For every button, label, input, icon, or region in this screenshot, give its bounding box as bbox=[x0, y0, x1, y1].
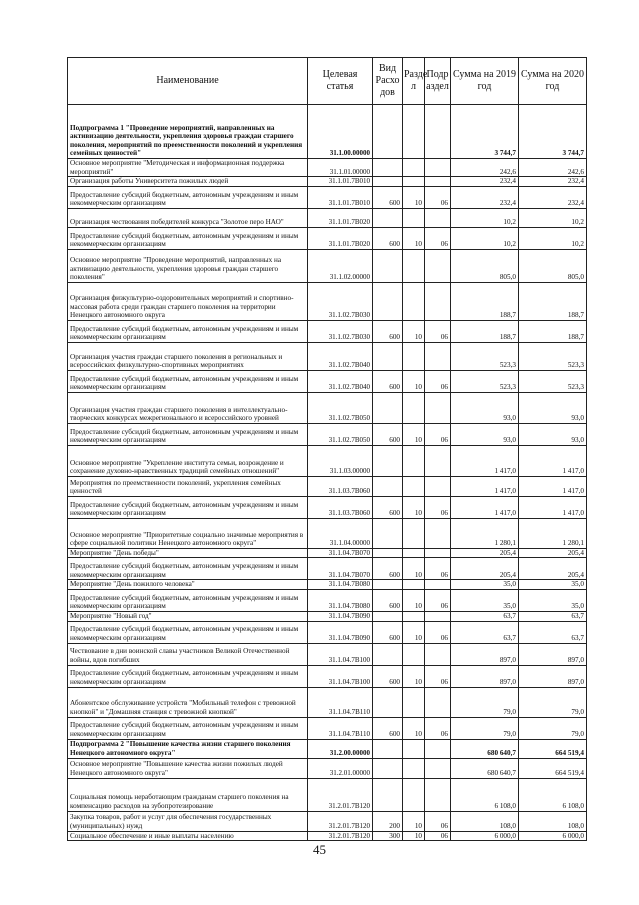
cell-sum-2020: 523,3 bbox=[519, 370, 587, 392]
cell-subsection: 06 bbox=[425, 370, 451, 392]
cell-sum-2020: 1 417,0 bbox=[519, 476, 587, 496]
cell-section: 10 bbox=[403, 423, 425, 445]
cell-expense-type: 600 bbox=[373, 227, 403, 249]
cell-sum-2020: 35,0 bbox=[519, 580, 587, 590]
cell-target-article: 31.1.04.7В110 bbox=[308, 687, 373, 717]
cell-target-article: 31.1.04.7В090 bbox=[308, 621, 373, 643]
cell-expense-type bbox=[373, 518, 403, 548]
table-row bbox=[68, 227, 587, 249]
cell-target-article: 31.1.00.00000 bbox=[308, 105, 373, 159]
cell-sum-2020: 897,0 bbox=[519, 643, 587, 665]
cell-name: Социальная помощь неработающим гражданам старшего поколения на компенсацию расходов на зубопротезирование bbox=[68, 778, 308, 811]
cell-name: Предоставление субсидий бюджетным, автономным учреждениям и иным некоммерческим организациям bbox=[68, 186, 308, 208]
cell-sum-2019: 3 744,7 bbox=[451, 105, 519, 159]
cell-target-article: 31.1.01.7В020 bbox=[308, 227, 373, 249]
cell-subsection bbox=[425, 476, 451, 496]
page-number: 45 bbox=[313, 842, 326, 857]
cell-target-article: 31.1.01.00000 bbox=[308, 159, 373, 177]
cell-target-article: 31.1.01.7В010 bbox=[308, 177, 373, 187]
cell-subsection bbox=[425, 580, 451, 590]
cell-sum-2020: 6 000,0 bbox=[519, 831, 587, 841]
cell-sum-2020: 188,7 bbox=[519, 320, 587, 342]
cell-name: Мероприятие "День пожилого человека" bbox=[68, 580, 308, 590]
table-row bbox=[68, 518, 587, 548]
cell-sum-2020: 242,6 bbox=[519, 159, 587, 177]
cell-sum-2020: 205,4 bbox=[519, 548, 587, 558]
cell-expense-type bbox=[373, 208, 403, 227]
cell-sum-2019: 1 280,1 bbox=[451, 518, 519, 548]
cell-subsection bbox=[425, 105, 451, 159]
cell-name: Основное мероприятие "Приоритетные социально значимые мероприятия в сфере социальной политики Ненецкого автономного округа" bbox=[68, 518, 308, 548]
table-row bbox=[68, 370, 587, 392]
cell-expense-type: 300 bbox=[373, 831, 403, 841]
table-row bbox=[68, 249, 587, 282]
header-sum-2019: Сумма на 2019 год bbox=[451, 58, 519, 105]
cell-section bbox=[403, 177, 425, 187]
cell-name: Социальное обеспечение и иные выплаты населению bbox=[68, 831, 308, 841]
cell-name: Мероприятие "Новый год" bbox=[68, 611, 308, 621]
cell-name: Закупка товаров, работ и услуг для обеспечения государственных (муниципальных) нужд bbox=[68, 811, 308, 831]
table-row bbox=[68, 589, 587, 611]
cell-sum-2019: 63,7 bbox=[451, 611, 519, 621]
table-row bbox=[68, 739, 587, 758]
cell-target-article: 31.1.04.7В080 bbox=[308, 580, 373, 590]
cell-target-article: 31.1.04.00000 bbox=[308, 518, 373, 548]
cell-section: 10 bbox=[403, 320, 425, 342]
cell-expense-type: 600 bbox=[373, 423, 403, 445]
cell-sum-2020: 79,0 bbox=[519, 687, 587, 717]
cell-section bbox=[403, 105, 425, 159]
cell-sum-2020: 232,4 bbox=[519, 177, 587, 187]
cell-subsection: 06 bbox=[425, 558, 451, 580]
cell-expense-type bbox=[373, 687, 403, 717]
cell-sum-2020: 35,0 bbox=[519, 589, 587, 611]
cell-sum-2019: 108,0 bbox=[451, 811, 519, 831]
cell-sum-2019: 1 417,0 bbox=[451, 496, 519, 518]
cell-section bbox=[403, 778, 425, 811]
cell-sum-2019: 205,4 bbox=[451, 548, 519, 558]
cell-sum-2019: 242,6 bbox=[451, 159, 519, 177]
cell-name: Предоставление субсидий бюджетным, автономным учреждениям и иным некоммерческим организациям bbox=[68, 496, 308, 518]
cell-name: Подпрограмма 1 "Проведение мероприятий, направленных на активизацию деятельности, укрепления здоровья граждан старшего поколения, мероприятий по преемственности поколений и укрепления семейных ценностей" bbox=[68, 105, 308, 159]
table-row bbox=[68, 580, 587, 590]
cell-name: Предоставление субсидий бюджетным, автономным учреждениям и иным некоммерческим организациям bbox=[68, 227, 308, 249]
cell-sum-2019: 680 640,7 bbox=[451, 739, 519, 758]
cell-sum-2020: 6 108,0 bbox=[519, 778, 587, 811]
cell-subsection: 06 bbox=[425, 423, 451, 445]
cell-target-article: 31.2.01.7В120 bbox=[308, 811, 373, 831]
cell-subsection: 06 bbox=[425, 717, 451, 739]
cell-sum-2019: 232,4 bbox=[451, 186, 519, 208]
cell-sum-2020: 805,0 bbox=[519, 249, 587, 282]
cell-subsection bbox=[425, 643, 451, 665]
cell-section: 10 bbox=[403, 665, 425, 687]
table-row bbox=[68, 548, 587, 558]
header-section: Разде л bbox=[403, 58, 425, 105]
cell-section bbox=[403, 580, 425, 590]
cell-expense-type bbox=[373, 758, 403, 778]
cell-subsection: 06 bbox=[425, 589, 451, 611]
cell-name: Предоставление субсидий бюджетным, автономным учреждениям и иным некоммерческим организациям bbox=[68, 320, 308, 342]
cell-sum-2020: 1 280,1 bbox=[519, 518, 587, 548]
cell-expense-type bbox=[373, 611, 403, 621]
cell-name: Организация участия граждан старшего поколения в региональных и всероссийских физкультурно-спортивных мероприятиях bbox=[68, 342, 308, 370]
cell-section bbox=[403, 392, 425, 423]
header-subsection: Подр аздел bbox=[425, 58, 451, 105]
cell-target-article: 31.1.03.00000 bbox=[308, 445, 373, 476]
cell-section bbox=[403, 249, 425, 282]
cell-section bbox=[403, 208, 425, 227]
cell-section: 10 bbox=[403, 558, 425, 580]
cell-section: 10 bbox=[403, 496, 425, 518]
cell-expense-type: 600 bbox=[373, 717, 403, 739]
cell-name: Предоставление субсидий бюджетным, автономным учреждениям и иным некоммерческим организациям bbox=[68, 717, 308, 739]
cell-subsection: 06 bbox=[425, 811, 451, 831]
cell-name: Организация работы Университета пожилых людей bbox=[68, 177, 308, 187]
cell-expense-type bbox=[373, 342, 403, 370]
cell-subsection: 06 bbox=[425, 621, 451, 643]
table-row bbox=[68, 342, 587, 370]
cell-name: Предоставление субсидий бюджетным, автономным учреждениям и иным некоммерческим организациям bbox=[68, 621, 308, 643]
cell-section: 10 bbox=[403, 186, 425, 208]
cell-section bbox=[403, 476, 425, 496]
cell-subsection bbox=[425, 392, 451, 423]
cell-sum-2020: 10,2 bbox=[519, 227, 587, 249]
cell-name: Основное мероприятие "Проведение мероприятий, направленных на активизацию деятельности, укрепления здоровья граждан старшего поколения" bbox=[68, 249, 308, 282]
cell-section bbox=[403, 758, 425, 778]
cell-subsection bbox=[425, 282, 451, 320]
cell-name: Организация чествования победителей конкурса "Золотое перо НАО" bbox=[68, 208, 308, 227]
table-row bbox=[68, 320, 587, 342]
cell-section bbox=[403, 342, 425, 370]
cell-section bbox=[403, 159, 425, 177]
header-name: Наименование bbox=[68, 58, 308, 105]
table-row bbox=[68, 558, 587, 580]
cell-name: Основное мероприятие "Повышение качества жизни пожилых людей Ненецкого автономного округа" bbox=[68, 758, 308, 778]
table-row bbox=[68, 831, 587, 841]
cell-expense-type: 600 bbox=[373, 320, 403, 342]
cell-expense-type bbox=[373, 643, 403, 665]
cell-sum-2020: 897,0 bbox=[519, 665, 587, 687]
cell-sum-2020: 63,7 bbox=[519, 621, 587, 643]
cell-target-article: 31.1.04.7В110 bbox=[308, 717, 373, 739]
cell-target-article: 31.1.03.7В060 bbox=[308, 496, 373, 518]
cell-target-article: 31.1.02.7В050 bbox=[308, 423, 373, 445]
cell-sum-2020: 93,0 bbox=[519, 392, 587, 423]
cell-sum-2019: 10,2 bbox=[451, 227, 519, 249]
table-row bbox=[68, 811, 587, 831]
cell-section: 10 bbox=[403, 370, 425, 392]
cell-subsection bbox=[425, 518, 451, 548]
table-row bbox=[68, 611, 587, 621]
cell-expense-type bbox=[373, 105, 403, 159]
cell-sum-2019: 1 417,0 bbox=[451, 445, 519, 476]
table-row bbox=[68, 159, 587, 177]
cell-section: 10 bbox=[403, 589, 425, 611]
cell-target-article: 31.2.01.7В120 bbox=[308, 831, 373, 841]
cell-target-article: 31.2.01.00000 bbox=[308, 758, 373, 778]
cell-name: Организация участия граждан старшего поколения в интеллектуально-творческих конкурсах межрегионального и всероссийского уровней bbox=[68, 392, 308, 423]
cell-target-article: 31.1.02.7В040 bbox=[308, 370, 373, 392]
table-header-row bbox=[68, 58, 587, 105]
cell-sum-2020: 664 519,4 bbox=[519, 739, 587, 758]
cell-target-article: 31.1.04.7В100 bbox=[308, 643, 373, 665]
table-body bbox=[68, 105, 587, 841]
cell-subsection: 06 bbox=[425, 227, 451, 249]
cell-sum-2019: 680 640,7 bbox=[451, 758, 519, 778]
table-row bbox=[68, 717, 587, 739]
table-row bbox=[68, 105, 587, 159]
table-row bbox=[68, 186, 587, 208]
cell-section: 10 bbox=[403, 811, 425, 831]
cell-sum-2019: 6 108,0 bbox=[451, 778, 519, 811]
cell-sum-2019: 35,0 bbox=[451, 580, 519, 590]
cell-target-article: 31.1.04.7В080 bbox=[308, 589, 373, 611]
cell-sum-2019: 205,4 bbox=[451, 558, 519, 580]
cell-expense-type bbox=[373, 476, 403, 496]
cell-sum-2020: 63,7 bbox=[519, 611, 587, 621]
table-row bbox=[68, 687, 587, 717]
cell-expense-type bbox=[373, 548, 403, 558]
cell-expense-type bbox=[373, 580, 403, 590]
cell-subsection bbox=[425, 548, 451, 558]
table-row bbox=[68, 758, 587, 778]
table-row bbox=[68, 476, 587, 496]
cell-target-article: 31.2.01.7В120 bbox=[308, 778, 373, 811]
cell-sum-2019: 79,0 bbox=[451, 687, 519, 717]
cell-name: Предоставление субсидий бюджетным, автономным учреждениям и иным некоммерческим организациям bbox=[68, 558, 308, 580]
cell-name: Мероприятия по преемственности поколений, укрепления семейных ценностей bbox=[68, 476, 308, 496]
cell-name: Основное мероприятие "Укрепление института семьи, возрождение и сохранение духовно-нравственных традиций семейных отношений" bbox=[68, 445, 308, 476]
cell-name: Абонентское обслуживание устройств "Мобильный телефон с тревожной кнопкой" и "Домашняя станция с тревожной кнопкой" bbox=[68, 687, 308, 717]
cell-section: 10 bbox=[403, 621, 425, 643]
cell-sum-2019: 232,4 bbox=[451, 177, 519, 187]
cell-name: Предоставление субсидий бюджетным, автономным учреждениям и иным некоммерческим организациям bbox=[68, 423, 308, 445]
cell-target-article: 31.1.04.7В070 bbox=[308, 558, 373, 580]
cell-name: Предоставление субсидий бюджетным, автономным учреждениям и иным некоммерческим организациям bbox=[68, 370, 308, 392]
table-row bbox=[68, 496, 587, 518]
cell-subsection bbox=[425, 159, 451, 177]
cell-subsection bbox=[425, 249, 451, 282]
table-row bbox=[68, 665, 587, 687]
cell-section bbox=[403, 282, 425, 320]
cell-subsection: 06 bbox=[425, 665, 451, 687]
cell-expense-type: 600 bbox=[373, 370, 403, 392]
table-row bbox=[68, 423, 587, 445]
table-row bbox=[68, 621, 587, 643]
cell-target-article: 31.1.04.7В090 bbox=[308, 611, 373, 621]
cell-sum-2019: 188,7 bbox=[451, 320, 519, 342]
cell-name: Основное мероприятие "Методическая и информационная поддержка мероприятий" bbox=[68, 159, 308, 177]
cell-target-article: 31.1.02.00000 bbox=[308, 249, 373, 282]
cell-sum-2020: 108,0 bbox=[519, 811, 587, 831]
cell-expense-type bbox=[373, 159, 403, 177]
cell-target-article: 31.1.02.7В040 bbox=[308, 342, 373, 370]
header-sum-2020: Сумма на 2020 год bbox=[519, 58, 587, 105]
table-row bbox=[68, 778, 587, 811]
table-row bbox=[68, 282, 587, 320]
table-row bbox=[68, 445, 587, 476]
cell-sum-2019: 897,0 bbox=[451, 643, 519, 665]
cell-sum-2020: 1 417,0 bbox=[519, 445, 587, 476]
cell-sum-2019: 523,3 bbox=[451, 370, 519, 392]
cell-sum-2020: 205,4 bbox=[519, 558, 587, 580]
table-row bbox=[68, 392, 587, 423]
cell-sum-2019: 805,0 bbox=[451, 249, 519, 282]
cell-name: Подпрограмма 2 "Повышение качества жизни старшего поколения Ненецкого автономного округа" bbox=[68, 739, 308, 758]
cell-subsection bbox=[425, 445, 451, 476]
table-row bbox=[68, 208, 587, 227]
cell-expense-type: 200 bbox=[373, 811, 403, 831]
budget-table bbox=[67, 57, 587, 841]
cell-sum-2019: 6 000,0 bbox=[451, 831, 519, 841]
cell-sum-2019: 63,7 bbox=[451, 621, 519, 643]
cell-sum-2020: 93,0 bbox=[519, 423, 587, 445]
cell-section bbox=[403, 739, 425, 758]
cell-subsection bbox=[425, 342, 451, 370]
cell-target-article: 31.1.03.7В060 bbox=[308, 476, 373, 496]
cell-section: 10 bbox=[403, 227, 425, 249]
cell-sum-2020: 79,0 bbox=[519, 717, 587, 739]
cell-target-article: 31.1.02.7В030 bbox=[308, 282, 373, 320]
cell-name: Чествование в дни воинской славы участников Великой Отечественной войны, вдов погибших bbox=[68, 643, 308, 665]
cell-section: 10 bbox=[403, 831, 425, 841]
cell-sum-2019: 10,2 bbox=[451, 208, 519, 227]
cell-subsection: 06 bbox=[425, 186, 451, 208]
cell-target-article: 31.1.01.7В020 bbox=[308, 208, 373, 227]
cell-expense-type: 600 bbox=[373, 186, 403, 208]
cell-section bbox=[403, 548, 425, 558]
cell-section bbox=[403, 611, 425, 621]
table-row bbox=[68, 643, 587, 665]
cell-subsection: 06 bbox=[425, 320, 451, 342]
header-target-article: Целевая статья bbox=[308, 58, 373, 105]
cell-section bbox=[403, 643, 425, 665]
cell-sum-2019: 523,3 bbox=[451, 342, 519, 370]
cell-expense-type bbox=[373, 177, 403, 187]
cell-expense-type bbox=[373, 778, 403, 811]
cell-sum-2019: 79,0 bbox=[451, 717, 519, 739]
cell-expense-type: 600 bbox=[373, 621, 403, 643]
cell-subsection bbox=[425, 687, 451, 717]
cell-section: 10 bbox=[403, 717, 425, 739]
cell-sum-2020: 10,2 bbox=[519, 208, 587, 227]
cell-name: Организация физкультурно-оздоровительных мероприятий и спортивно-массовая работа среди граждан старшего поколения на территории Ненецкого автономного округа bbox=[68, 282, 308, 320]
cell-target-article: 31.1.01.7В010 bbox=[308, 186, 373, 208]
cell-sum-2019: 35,0 bbox=[451, 589, 519, 611]
cell-target-article: 31.2.00.00000 bbox=[308, 739, 373, 758]
cell-sum-2019: 1 417,0 bbox=[451, 476, 519, 496]
cell-expense-type bbox=[373, 739, 403, 758]
cell-subsection: 06 bbox=[425, 496, 451, 518]
cell-sum-2019: 93,0 bbox=[451, 423, 519, 445]
cell-sum-2019: 188,7 bbox=[451, 282, 519, 320]
cell-name: Мероприятие "День победы" bbox=[68, 548, 308, 558]
cell-expense-type: 600 bbox=[373, 558, 403, 580]
cell-sum-2020: 523,3 bbox=[519, 342, 587, 370]
cell-expense-type: 600 bbox=[373, 665, 403, 687]
cell-expense-type: 600 bbox=[373, 589, 403, 611]
cell-subsection bbox=[425, 611, 451, 621]
cell-expense-type bbox=[373, 249, 403, 282]
cell-sum-2020: 188,7 bbox=[519, 282, 587, 320]
cell-name: Предоставление субсидий бюджетным, автономным учреждениям и иным некоммерческим организациям bbox=[68, 665, 308, 687]
cell-sum-2020: 232,4 bbox=[519, 186, 587, 208]
cell-sum-2020: 664 519,4 bbox=[519, 758, 587, 778]
cell-section bbox=[403, 445, 425, 476]
cell-subsection: 06 bbox=[425, 831, 451, 841]
table-row bbox=[68, 177, 587, 187]
cell-name: Предоставление субсидий бюджетным, автономным учреждениям и иным некоммерческим организациям bbox=[68, 589, 308, 611]
cell-subsection bbox=[425, 739, 451, 758]
cell-subsection bbox=[425, 208, 451, 227]
cell-subsection bbox=[425, 177, 451, 187]
cell-sum-2020: 1 417,0 bbox=[519, 496, 587, 518]
cell-sum-2020: 3 744,7 bbox=[519, 105, 587, 159]
cell-section bbox=[403, 518, 425, 548]
cell-subsection bbox=[425, 758, 451, 778]
cell-target-article: 31.1.02.7В050 bbox=[308, 392, 373, 423]
cell-expense-type bbox=[373, 445, 403, 476]
cell-target-article: 31.1.04.7В100 bbox=[308, 665, 373, 687]
cell-target-article: 31.1.04.7В070 bbox=[308, 548, 373, 558]
cell-expense-type: 600 bbox=[373, 496, 403, 518]
cell-expense-type bbox=[373, 392, 403, 423]
cell-expense-type bbox=[373, 282, 403, 320]
cell-section bbox=[403, 687, 425, 717]
cell-sum-2019: 897,0 bbox=[451, 665, 519, 687]
cell-target-article: 31.1.02.7В030 bbox=[308, 320, 373, 342]
cell-sum-2019: 93,0 bbox=[451, 392, 519, 423]
cell-subsection bbox=[425, 778, 451, 811]
header-expense-type: Вид Расхо дов bbox=[373, 58, 403, 105]
